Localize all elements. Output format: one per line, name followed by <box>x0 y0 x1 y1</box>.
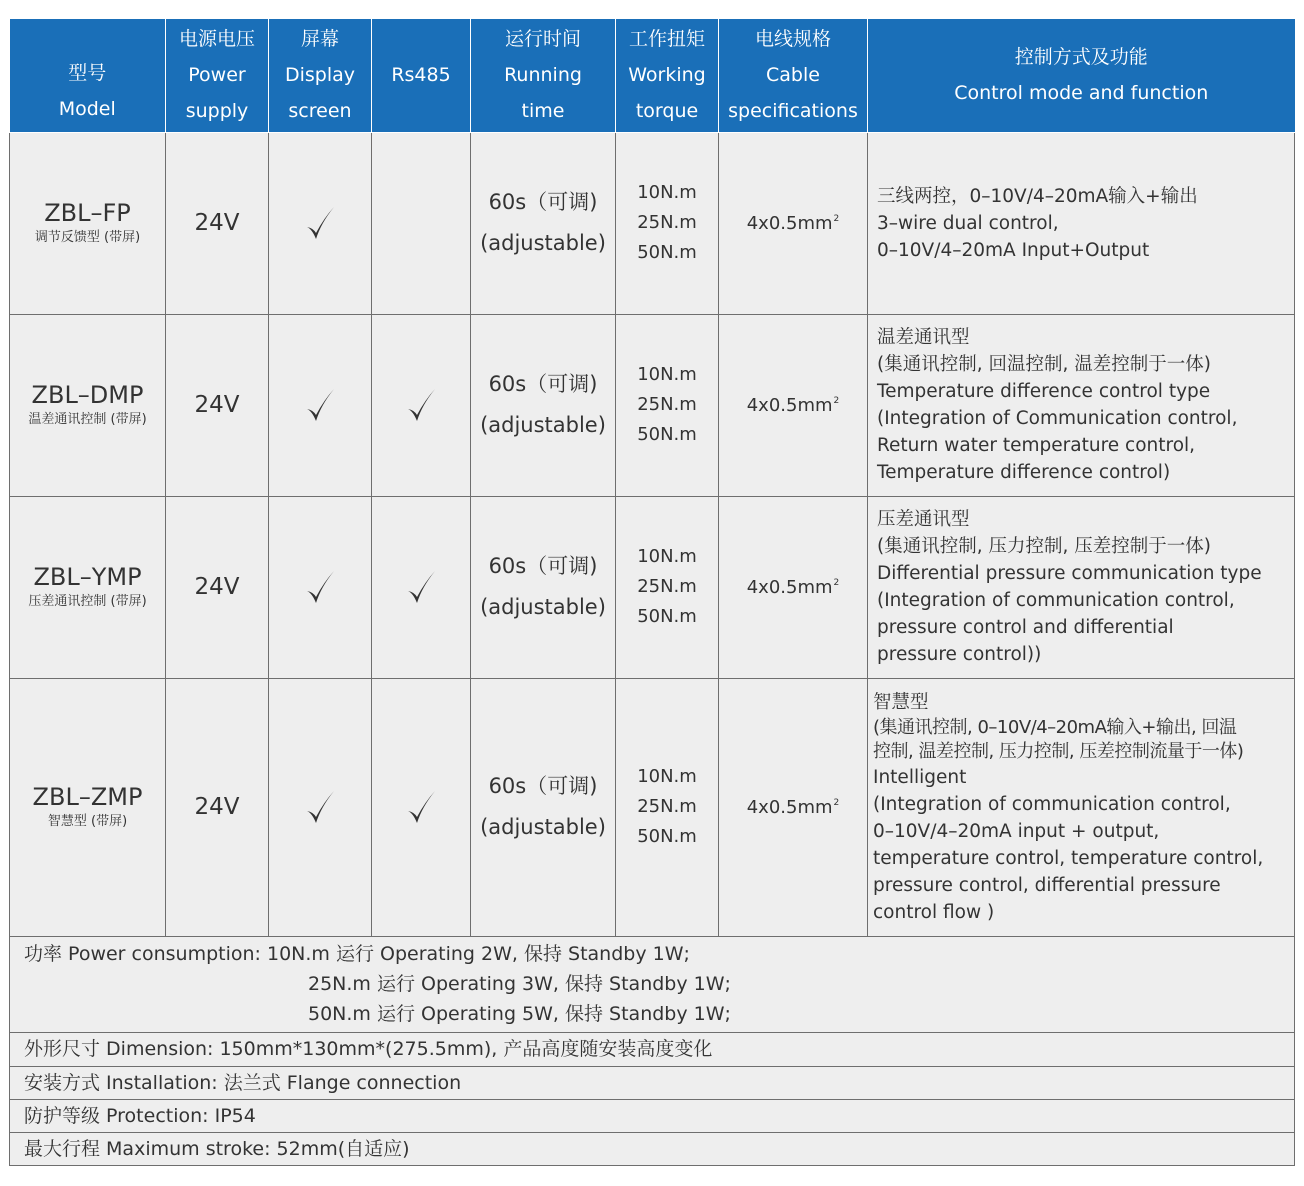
model-name: ZBL–FP <box>44 199 131 227</box>
header-running-en1: Running <box>504 64 582 87</box>
rs485-cell <box>372 314 471 496</box>
voltage-cell: 24V <box>166 314 269 496</box>
rs485-cell <box>372 678 471 936</box>
header-control <box>868 19 1295 132</box>
header-display <box>269 19 372 132</box>
cable-cell <box>719 496 868 678</box>
header-row <box>10 19 1295 132</box>
table-row <box>10 132 1295 314</box>
checkmark-icon <box>405 385 437 425</box>
torque-cell <box>616 678 719 936</box>
header-power-zh: 电源电压 <box>178 28 255 51</box>
display-cell <box>269 496 372 678</box>
dimension-cell: 外形尺寸 Dimension: 150mm*130mm*(275.5mm), 产品高度随安装高度变化 <box>10 1032 1295 1066</box>
control-line: 0–10V/4–20mA input + output, <box>873 820 1160 842</box>
torque-value: 10N.m <box>637 364 697 385</box>
control-line: 0–10V/4–20mA Input+Output <box>877 239 1150 261</box>
cable-superscript: 2 <box>833 213 840 224</box>
torque-value: 25N.m <box>637 212 697 233</box>
control-cell <box>868 496 1295 678</box>
control-line: 智慧型 <box>873 691 929 713</box>
header-cable <box>719 19 868 132</box>
torque-value: 25N.m <box>637 576 697 597</box>
footer-protection-row <box>10 1099 1295 1132</box>
cable-superscript: 2 <box>833 577 840 588</box>
control-line: (集通讯控制, 回温控制, 温差控制于一体) <box>877 354 1211 375</box>
torque-value: 10N.m <box>637 546 697 567</box>
model-name: ZBL–DMP <box>31 381 144 409</box>
header-display-en2: screen <box>288 100 352 123</box>
model-subtitle: 压差通讯控制 (带屏) <box>28 594 147 609</box>
time-value: 60s（可调) <box>488 372 598 396</box>
rs485-cell <box>372 496 471 678</box>
display-cell <box>269 132 372 314</box>
power-line: 25N.m 运行 Operating 3W, 保持 Standby 1W; <box>308 973 731 995</box>
table-row <box>10 496 1295 678</box>
cable-cell <box>719 132 868 314</box>
checkmark-icon <box>304 567 336 607</box>
checkmark-icon <box>405 567 437 607</box>
model-subtitle: 智慧型 (带屏) <box>47 814 128 829</box>
model-cell <box>10 678 166 936</box>
model-subtitle: 温差通讯控制 (带屏) <box>28 412 147 427</box>
header-cable-en2: specifications <box>728 100 858 123</box>
torque-value: 50N.m <box>637 424 697 445</box>
header-cable-en1: Cable <box>766 64 820 87</box>
control-line: 温差通讯型 <box>877 327 970 348</box>
header-model-zh: 型号 <box>68 62 107 84</box>
control-cell <box>868 678 1295 936</box>
cable-value: 4x0.5mm <box>746 212 833 234</box>
control-line: Return water temperature control, <box>877 435 1196 456</box>
time-cell <box>471 496 616 678</box>
control-line: (Integration of communication control, <box>877 590 1235 611</box>
voltage-cell: 24V <box>166 132 269 314</box>
header-rs485 <box>372 19 471 132</box>
header-running <box>471 19 616 132</box>
cable-value: 4x0.5mm <box>746 576 833 598</box>
cable-cell <box>719 314 868 496</box>
header-display-zh: 屏幕 <box>300 28 339 51</box>
control-line: 压差通讯型 <box>877 509 970 530</box>
header-power <box>166 19 269 132</box>
display-cell <box>269 678 372 936</box>
footer-stroke-row <box>10 1132 1295 1165</box>
rs485-cell <box>372 132 471 314</box>
display-cell <box>269 314 372 496</box>
time-cell <box>471 132 616 314</box>
footer-power-row <box>10 936 1295 1032</box>
control-line: 3–wire dual control, <box>877 212 1059 234</box>
control-line: control flow ) <box>873 901 995 923</box>
spec-table <box>9 19 1295 1166</box>
table-row <box>10 314 1295 496</box>
torque-value: 50N.m <box>637 606 697 627</box>
footer-installation-row <box>10 1066 1295 1099</box>
time-cell <box>471 314 616 496</box>
control-line: (集通讯控制, 0–10V/4–20mA输入+输出, 回温 <box>873 716 1237 738</box>
time-cell <box>471 678 616 936</box>
cable-value: 4x0.5mm <box>746 796 833 818</box>
control-line: Intelligent <box>873 766 967 788</box>
torque-value: 50N.m <box>637 242 697 263</box>
control-line: 三线两控，0–10V/4–20mA输入+输出 <box>877 185 1198 207</box>
control-line: Temperature difference control type <box>877 381 1211 402</box>
header-torque <box>616 19 719 132</box>
control-line: (Integration of Communication control, <box>877 408 1238 429</box>
power-line: 50N.m 运行 Operating 5W, 保持 Standby 1W; <box>308 1003 731 1025</box>
header-torque-zh: 工作扭矩 <box>628 28 705 51</box>
time-note: (adjustable) <box>480 413 606 437</box>
model-cell <box>10 496 166 678</box>
model-name: ZBL–ZMP <box>32 783 143 811</box>
checkmark-icon <box>405 787 437 827</box>
cable-value: 4x0.5mm <box>746 394 833 416</box>
control-cell <box>868 314 1295 496</box>
header-running-en2: time <box>521 100 565 123</box>
control-line: pressure control, differential pressure <box>873 874 1221 896</box>
control-line: (Integration of communication control, <box>873 793 1231 815</box>
footer-dimension-row <box>10 1032 1295 1066</box>
header-control-zh: 控制方式及功能 <box>1014 46 1148 69</box>
control-line: pressure control)) <box>877 644 1042 665</box>
header-model-en: Model <box>58 98 116 120</box>
control-line: Temperature difference control) <box>877 462 1171 483</box>
control-line: (集通讯控制, 压力控制, 压差控制于一体) <box>877 536 1211 557</box>
header-display-en1: Display <box>284 64 356 87</box>
time-note: (adjustable) <box>480 815 606 839</box>
header-running-zh: 运行时间 <box>504 28 581 51</box>
control-line: Differential pressure communication type <box>877 563 1262 584</box>
header-power-en1: Power <box>188 64 246 87</box>
torque-cell <box>616 496 719 678</box>
stroke-cell: 最大行程 Maximum stroke: 52mm(自适应) <box>10 1132 1295 1165</box>
model-cell <box>10 314 166 496</box>
header-control-en: Control mode and function <box>954 82 1209 105</box>
torque-value: 50N.m <box>637 826 697 847</box>
header-model <box>10 19 166 132</box>
model-subtitle: 调节反馈型 (带屏) <box>34 230 141 245</box>
table-row <box>10 678 1295 936</box>
time-note: (adjustable) <box>480 595 606 619</box>
checkmark-icon <box>304 203 336 243</box>
model-cell <box>10 132 166 314</box>
torque-value: 25N.m <box>637 394 697 415</box>
protection-cell: 防护等级 Protection: IP54 <box>10 1099 1295 1132</box>
torque-value: 10N.m <box>637 182 697 203</box>
time-value: 60s（可调) <box>488 554 598 578</box>
cable-cell <box>719 678 868 936</box>
header-torque-en2: torque <box>635 100 699 123</box>
header-cable-zh: 电线规格 <box>754 28 831 51</box>
control-line: temperature control, temperature control, <box>873 847 1264 869</box>
header-torque-en1: Working <box>628 64 706 87</box>
control-line: 控制, 温差控制, 压力控制, 压差控制流量于一体) <box>873 740 1244 762</box>
installation-cell: 安装方式 Installation: 法兰式 Flange connection <box>10 1066 1295 1099</box>
time-value: 60s（可调) <box>488 190 598 214</box>
power-cell <box>10 936 1295 1032</box>
checkmark-icon <box>304 787 336 827</box>
torque-cell <box>616 314 719 496</box>
cable-superscript: 2 <box>833 395 840 406</box>
checkmark-icon <box>304 385 336 425</box>
voltage-cell: 24V <box>166 678 269 936</box>
voltage-cell: 24V <box>166 496 269 678</box>
cable-superscript: 2 <box>833 797 840 808</box>
header-rs485-label: Rs485 <box>391 64 451 87</box>
torque-value: 10N.m <box>637 766 697 787</box>
time-value: 60s（可调) <box>488 774 598 798</box>
power-line: 功率 Power consumption: 10N.m 运行 Operating 2W, 保持 Standby 1W; <box>24 943 690 965</box>
torque-cell <box>616 132 719 314</box>
model-name: ZBL–YMP <box>33 563 142 591</box>
control-cell <box>868 132 1295 314</box>
time-note: (adjustable) <box>480 231 606 255</box>
header-power-en2: supply <box>185 100 249 123</box>
torque-value: 25N.m <box>637 796 697 817</box>
control-line: pressure control and differential <box>877 617 1174 638</box>
